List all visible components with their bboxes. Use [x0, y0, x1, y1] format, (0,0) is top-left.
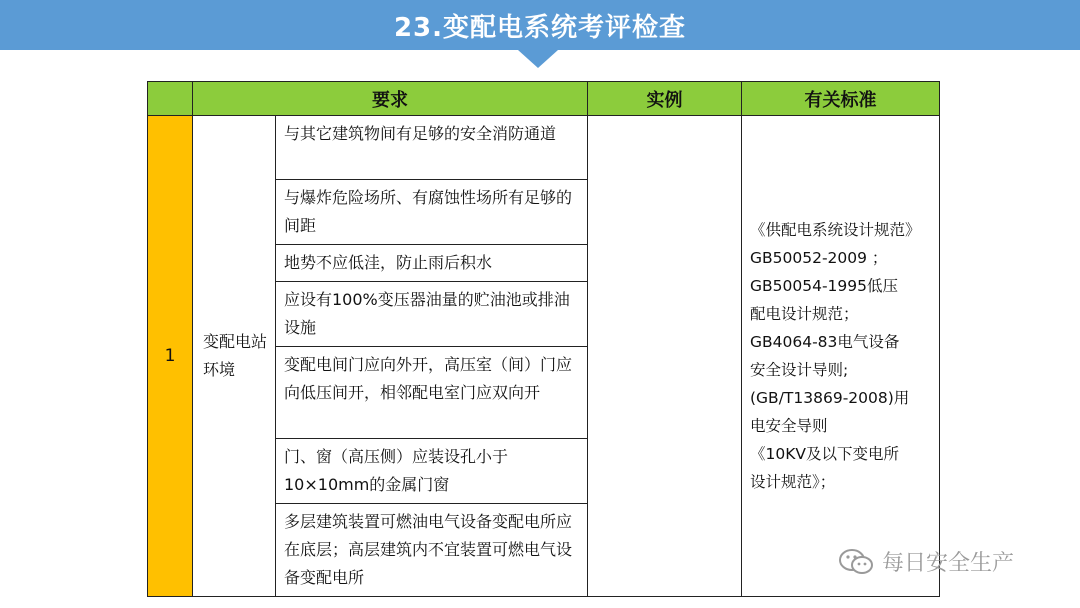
inspection-table — [147, 81, 940, 597]
wechat-icon — [838, 548, 874, 576]
title-banner — [0, 0, 1080, 50]
page-title: 23.变配电系统考评检查 — [393, 12, 687, 43]
example-cell — [588, 116, 742, 597]
watermark-text: 每日安全生产 — [882, 551, 1015, 576]
row-number: 1 — [148, 116, 193, 597]
requirement-cell: 与爆炸危险场所、有腐蚀性场所有足够的间距 — [276, 180, 588, 245]
table-row — [148, 116, 940, 180]
requirement-cell: 应设有100%变压器油量的贮油池或排油设施 — [276, 282, 588, 347]
standards-cell: 《供配电系统设计规范》 GB50052-2009 ； GB50054-1995低压 配电设计规范； GB4064-83电气设备 安全设计导则; (GB/T13869-2008)用 电安全导则 《10KV及以下变电所 设计规范》； — [742, 116, 940, 597]
table-header-row — [148, 82, 940, 116]
header-standards: 有关标准 — [742, 82, 940, 116]
requirement-cell: 门、窗（高压侧）应装设孔小于10×10mm的金属门窗 — [276, 439, 588, 504]
requirement-cell: 多层建筑装置可燃油电气设备变配电所应在底层；高层建筑内不宜装置可燃电气设备变配电所 — [276, 504, 588, 597]
header-example: 实例 — [588, 82, 742, 116]
requirement-cell: 地势不应低洼，防止雨后积水 — [276, 245, 588, 282]
header-blank — [148, 82, 193, 116]
requirement-cell: 变配电间门应向外开，高压室（间）门应向低压间开，相邻配电室门应双向开 — [276, 347, 588, 439]
header-requirements: 要求 — [193, 82, 588, 116]
requirement-cell: 与其它建筑物间有足够的安全消防通道 — [276, 116, 588, 180]
watermark — [838, 546, 1014, 577]
banner-arrow — [518, 50, 558, 68]
category-cell: 变配电站环境 — [193, 116, 276, 597]
